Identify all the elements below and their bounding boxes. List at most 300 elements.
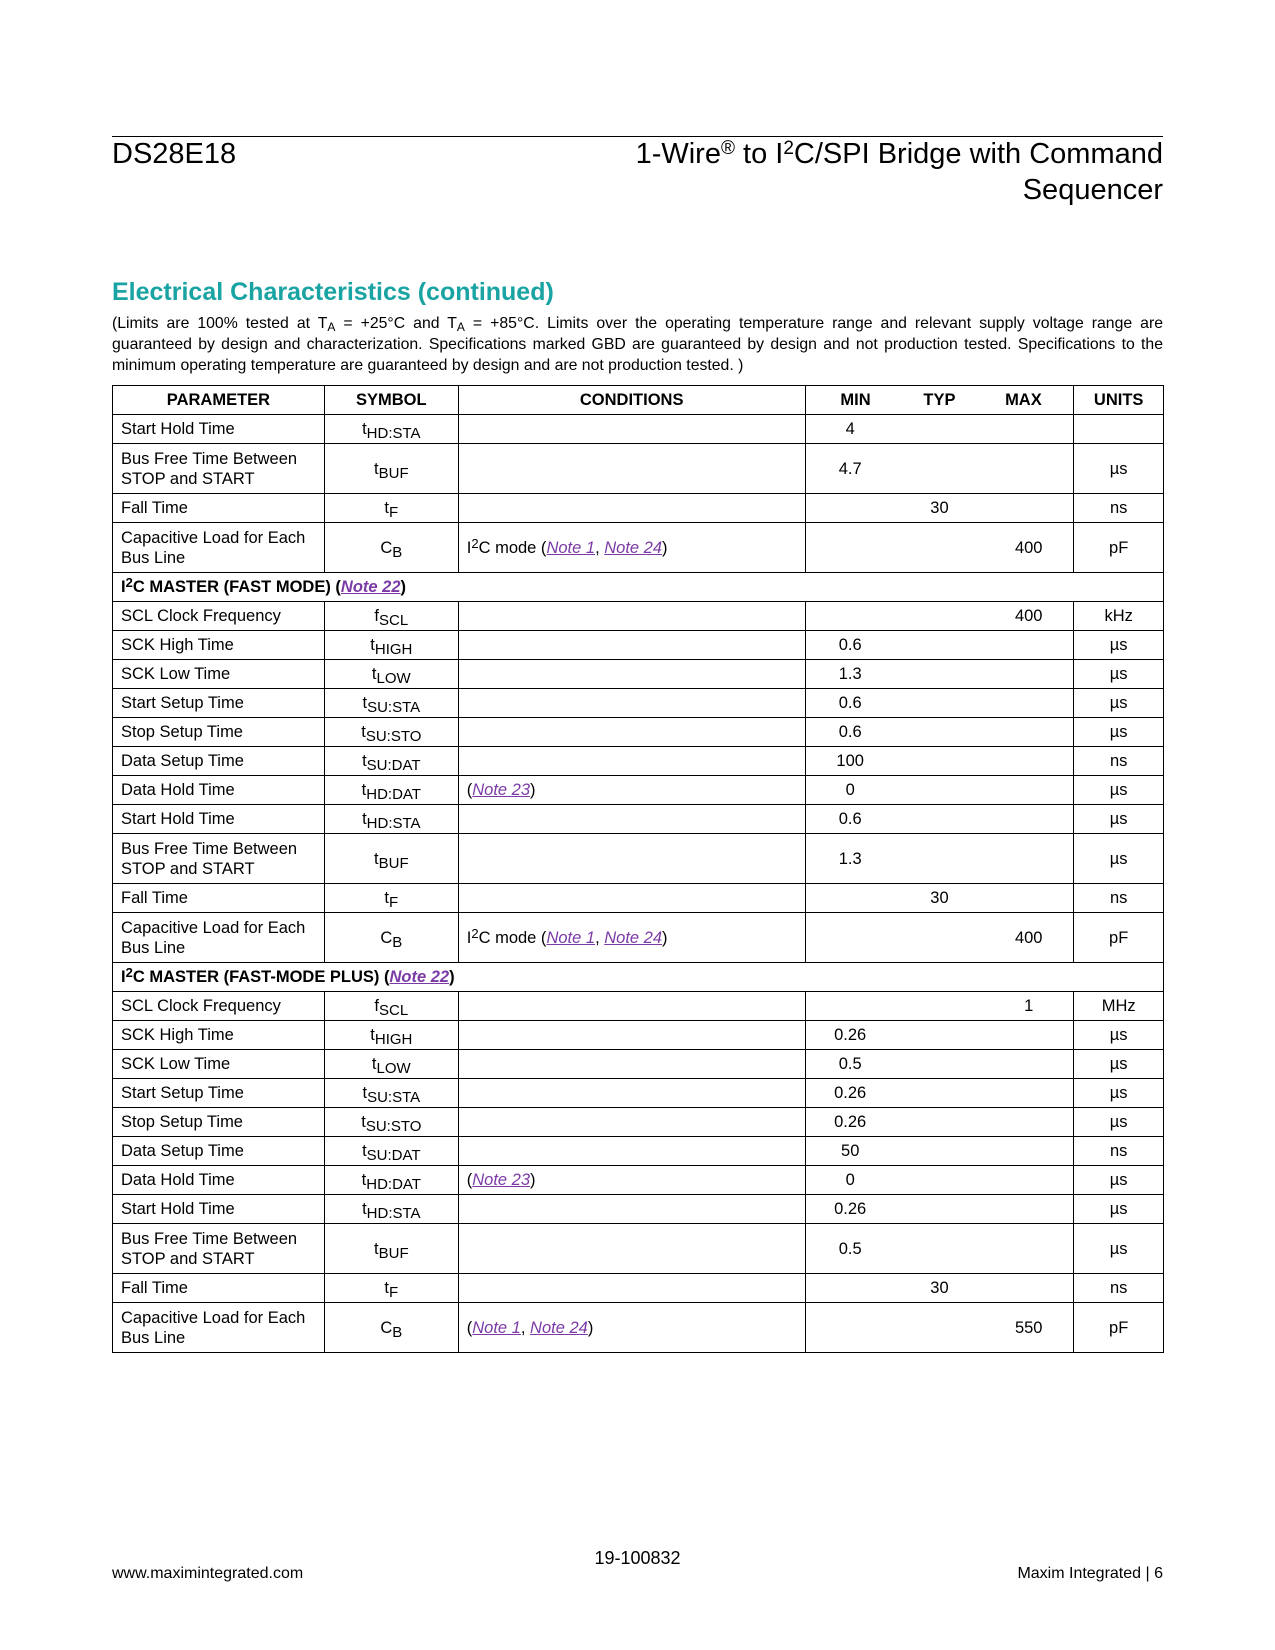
parameter-cell: Bus Free Time Between STOP and START [113,1224,325,1274]
footer-doc-number: 19-100832 [594,1548,681,1568]
condition-text: C mode ( [478,928,547,947]
typ-value [895,1170,984,1190]
i2c-superscript: 2 [125,965,133,980]
parameter-cell: Data Hold Time [113,1166,325,1195]
typ-value: 30 [930,889,949,907]
typ-value [895,928,984,948]
note-link[interactable]: Note 1 [546,928,596,947]
symbol-cell [324,834,458,884]
symbol-letter: t [384,889,390,907]
table-row [113,776,1164,805]
document-title: 1-Wire® to $I^2C$/SPI Bridge with Command Sequencer [635,138,1163,206]
max-value [984,1054,1073,1074]
units-cell: µs [1074,660,1164,689]
symbol-cell [324,913,458,963]
max-value [984,1239,1073,1259]
symbol-cell [324,992,458,1021]
min-value [806,996,895,1016]
symbol-letter: t [362,810,367,828]
max-value: 400 [1014,607,1043,625]
min-typ-max-cell [805,992,1074,1021]
min-value [806,928,895,948]
condition-text: ( [466,781,473,799]
min-value: 50 [841,1142,860,1160]
min-typ-max-cell [805,1021,1074,1050]
header-min-typ-max [805,386,1074,415]
section-label-text: C MASTER (FAST-MODE PLUS) ( [132,968,390,986]
min-typ-max-cell [805,1195,1074,1224]
max-value [984,664,1073,684]
header-typ: TYP [923,391,956,409]
min-typ-max-cell [805,913,1074,963]
section-row [113,963,1164,992]
min-typ-max-cell [805,1079,1074,1108]
min-value: 0.5 [838,1239,862,1258]
symbol-letter: t [371,1055,377,1073]
conditions-cell [458,1195,805,1224]
min-value: 4 [845,420,855,438]
limits-note: (Limits are 100% tested at $T_A = +25^\circ C$ and $T_A = +85^\circ C$. Limits over the operating temperature range and relevant supply voltage range are guaranteed by design and characterization. Specifications marked GBD are guaranteed by design and not production tested. Specifications to the minimum operating temperature are guaranteed by design and are not production tested. ) [112,315,1163,374]
symbol-subscript: B [392,543,403,561]
min-value: 100 [836,752,864,770]
conditions-cell [458,776,805,805]
min-value: 0.6 [838,694,862,712]
symbol-cell [324,689,458,718]
units-cell: µs [1074,1021,1164,1050]
conditions-cell [458,1224,805,1274]
symbol-cell [324,805,458,834]
parameter-cell: Bus Free Time Between STOP and START [113,444,325,494]
typ-value: 30 [930,1279,949,1297]
table-row [113,523,1164,573]
min-typ-max-cell [805,1050,1074,1079]
table-row [113,913,1164,963]
units-cell: µs [1074,1079,1164,1108]
min-typ-max-cell [805,1303,1074,1353]
section-label-close: ) [449,968,455,986]
table-row [113,1224,1164,1274]
condition-close: ) [530,781,536,799]
min-typ-max-cell [805,523,1074,573]
header-max: MAX [1005,391,1042,409]
min-typ-max-cell [805,1108,1074,1137]
min-value: 4.7 [838,459,862,478]
conditions-cell [458,1021,805,1050]
symbol-cell [324,1303,458,1353]
min-value: 0.26 [834,1113,867,1131]
table-row [113,718,1164,747]
note-link[interactable]: Note 1 [546,538,596,557]
max-value [984,888,1073,908]
typ-value [895,751,984,771]
header-conditions: CONDITIONS [458,386,805,415]
symbol-letter: t [362,694,368,712]
table-header-row [113,386,1164,415]
symbol-cell [324,1050,458,1079]
typ-value [895,1112,984,1132]
symbol-subscript: B [392,933,403,951]
note-link[interactable]: Note 22 [389,968,450,986]
conditions-cell [458,805,805,834]
symbol-cell [324,747,458,776]
symbol-cell [324,660,458,689]
symbol-letter: t [361,1171,367,1189]
symbol-letter: t [362,1200,367,1218]
units-cell: kHz [1074,602,1164,631]
note-link[interactable]: Note 24 [530,1318,588,1337]
max-value [984,780,1073,800]
min-typ-max-cell [805,660,1074,689]
symbol-cell [324,523,458,573]
units-cell: µs [1074,689,1164,718]
symbol-letter: C [380,1318,393,1337]
symbol-letter: f [374,607,380,625]
units-cell [1074,415,1164,444]
min-typ-max-cell [805,631,1074,660]
section-label-text: C MASTER (FAST MODE) ( [132,578,341,596]
min-value: 0 [845,781,855,799]
symbol-cell [324,444,458,494]
parameter-cell: Data Hold Time [113,776,325,805]
condition-text: C mode ( [478,538,547,557]
symbol-subscript: HD:DAT [366,786,421,803]
min-value: 0.26 [834,1084,867,1102]
min-typ-max-cell [805,884,1074,913]
condition-close: ) [662,538,668,557]
parameter-cell: Data Setup Time [113,747,325,776]
table-row [113,1166,1164,1195]
max-value [984,419,1073,439]
min-value [806,538,895,558]
typ-value [895,1141,984,1161]
parameter-cell: Start Setup Time [113,1079,325,1108]
min-typ-max-cell [805,747,1074,776]
units-cell: pF [1074,523,1164,573]
condition-close: ) [530,1171,536,1189]
min-typ-max-cell [805,805,1074,834]
symbol-subscript: SU:STO [365,1118,422,1135]
max-value [984,1112,1073,1132]
typ-value [895,419,984,439]
table-row [113,444,1164,494]
parameter-cell: SCK Low Time [113,660,325,689]
section-row [113,573,1164,602]
table-row [113,1079,1164,1108]
symbol-subscript: BUF [378,464,409,482]
i2c-letter: I [121,968,126,986]
units-cell: ns [1074,1274,1164,1303]
conditions-cell [458,1137,805,1166]
table-row [113,884,1164,913]
symbol-letter: t [370,636,375,654]
symbol-subscript: F [389,504,399,521]
symbol-cell [324,884,458,913]
min-value: 0.6 [838,810,862,828]
min-value: 0.26 [834,1026,867,1044]
max-value [984,751,1073,771]
conditions-cell [458,660,805,689]
symbol-subscript: B [392,1323,403,1341]
table-row [113,415,1164,444]
header-parameter: PARAMETER [113,386,325,415]
i2c-superscript: 2 [471,925,479,941]
conditions-cell: (Note 1, Note 24) [458,1303,805,1353]
typ-value [895,849,984,869]
i2c-superscript: 2 [125,575,133,590]
typ-value [895,693,984,713]
note-link[interactable]: Note 1 [472,1318,521,1337]
note-link[interactable]: Note 24 [604,928,663,947]
table-body [113,415,1164,1353]
min-value [806,888,895,908]
header-min: MIN [840,391,871,409]
symbol-letter: t [384,499,390,517]
symbol-cell [324,718,458,747]
units-cell: µs [1074,1108,1164,1137]
symbol-subscript: BUF [378,1244,409,1262]
min-value: 1.3 [838,665,862,683]
symbol-letter: t [361,723,366,741]
conditions-cell [458,415,805,444]
max-value [984,1278,1073,1298]
min-typ-max-cell [805,718,1074,747]
min-value: 0.6 [838,636,862,654]
units-cell: ns [1074,1137,1164,1166]
max-value [984,1025,1073,1045]
note-link[interactable]: Note 22 [340,578,401,596]
symbol-subscript: HD:STA [366,1205,421,1222]
typ-value [895,635,984,655]
max-value [984,849,1073,869]
parameter-cell: Data Setup Time [113,1137,325,1166]
units-cell: µs [1074,1224,1164,1274]
max-value [984,1199,1073,1219]
min-value: 1.3 [838,849,862,868]
parameter-cell: Start Hold Time [113,415,325,444]
typ-value [895,664,984,684]
max-value: 400 [1014,928,1043,947]
symbol-letter: t [362,420,367,438]
symbol-subscript: F [389,1284,399,1301]
min-typ-max-cell [805,444,1074,494]
table-row [113,805,1164,834]
typ-value [895,538,984,558]
symbol-subscript: HD:STA [366,815,421,832]
i2c-letter: I [466,538,472,557]
symbol-letter: t [371,665,377,683]
units-cell: µs [1074,1166,1164,1195]
parameter-cell: SCK Low Time [113,1050,325,1079]
symbol-subscript: HD:DAT [366,1176,421,1193]
parameter-cell: Bus Free Time Between STOP and START [113,834,325,884]
conditions-cell [458,631,805,660]
symbol-letter: t [362,1084,368,1102]
table-row [113,1274,1164,1303]
max-value: 550 [1014,1318,1043,1337]
conditions-cell [458,747,805,776]
table-row [113,1137,1164,1166]
parameter-cell: Capacitive Load for Each Bus Line [113,523,325,573]
min-typ-max-cell [805,1224,1074,1274]
condition-text: ( [466,1171,473,1189]
section-title: Electrical Characteristics (continued) [112,278,554,306]
footer-website[interactable]: www.maximintegrated.com [112,1565,304,1582]
symbol-letter: t [374,1239,379,1258]
parameter-cell: Fall Time [113,494,325,523]
conditions-cell [458,1166,805,1195]
units-cell: µs [1074,1195,1164,1224]
conditions-cell [458,1108,805,1137]
symbol-cell [324,1021,458,1050]
typ-value [895,809,984,829]
parameter-cell: SCL Clock Frequency [113,992,325,1021]
symbol-subscript: SU:DAT [366,1147,421,1164]
max-value: 400 [1014,538,1043,557]
units-cell: ns [1074,747,1164,776]
table-row [113,992,1164,1021]
min-value: 0.26 [834,1200,867,1218]
note-link[interactable]: Note 23 [472,781,531,799]
note-link[interactable]: Note 24 [604,538,663,557]
parameter-cell: SCL Clock Frequency [113,602,325,631]
parameter-cell: Stop Setup Time [113,718,325,747]
parameter-cell: Start Hold Time [113,805,325,834]
table-row [113,631,1164,660]
symbol-letter: t [374,459,379,478]
typ-value [895,606,984,626]
conditions-cell: $I^2C$ mode (Note 1, Note 24) [458,913,805,963]
symbol-subscript: F [389,894,399,911]
table-row [113,834,1164,884]
note-link[interactable]: Note 23 [472,1171,531,1189]
units-cell: µs [1074,631,1164,660]
symbol-letter: f [374,997,380,1015]
conditions-cell [458,884,805,913]
table-row [113,689,1164,718]
symbol-cell [324,494,458,523]
conditions-cell: $I^2C$ mode (Note 1, Note 24) [458,523,805,573]
header-units: UNITS [1074,386,1164,415]
units-cell: MHz [1074,992,1164,1021]
min-typ-max-cell [805,602,1074,631]
symbol-subscript: SCL [379,1002,409,1019]
section-label [113,573,1164,602]
condition-close: ) [587,1318,594,1337]
condition-close: ) [662,928,668,947]
conditions-cell [458,718,805,747]
units-cell: ns [1074,494,1164,523]
min-value [806,606,895,626]
typ-value [895,1054,984,1074]
parameter-cell: Stop Setup Time [113,1108,325,1137]
symbol-subscript: BUF [378,854,409,872]
parameter-cell: Fall Time [113,1274,325,1303]
parameter-cell: Fall Time [113,884,325,913]
max-value [984,459,1073,479]
parameter-cell: SCK High Time [113,1021,325,1050]
max-value [984,498,1073,518]
units-cell: µs [1074,805,1164,834]
parameter-cell: Capacitive Load for Each Bus Line [113,913,325,963]
symbol-cell [324,602,458,631]
min-value: 0 [845,1171,855,1189]
symbol-subscript: LOW [376,670,411,687]
symbol-subscript: HIGH [374,641,413,658]
typ-value [895,1239,984,1259]
symbol-letter: t [370,1026,375,1044]
parameter-cell: Start Setup Time [113,689,325,718]
max-value [984,693,1073,713]
typ-value: 30 [930,499,949,517]
part-number: DS28E18 [112,138,237,170]
min-typ-max-cell [805,776,1074,805]
table-row [113,1108,1164,1137]
symbol-letter: C [380,928,393,947]
conditions-cell [458,602,805,631]
conditions-cell [458,992,805,1021]
symbol-letter: t [361,1113,366,1131]
footer-company-page: Maxim Integrated | 6 [1017,1565,1163,1582]
symbol-letter: t [361,781,367,799]
typ-value [895,459,984,479]
condition-text: ( [466,1318,473,1337]
parameter-cell: SCK High Time [113,631,325,660]
symbol-subscript: LOW [376,1060,411,1077]
typ-value [895,722,984,742]
parameter-cell: Capacitive Load for Each Bus Line [113,1303,325,1353]
symbol-cell [324,1166,458,1195]
symbol-cell [324,1137,458,1166]
typ-value [895,1083,984,1103]
symbol-subscript: HIGH [374,1031,413,1048]
section-label-close: ) [400,578,407,596]
min-typ-max-cell [805,689,1074,718]
header-symbol: SYMBOL [324,386,458,415]
typ-value [895,780,984,800]
parameter-cell: Start Hold Time [113,1195,325,1224]
min-value [806,498,895,518]
table-row [113,1303,1164,1353]
electrical-characteristics-table [112,385,1164,1353]
conditions-cell [458,1079,805,1108]
i2c-letter: I [121,578,126,596]
min-value [806,1318,895,1338]
conditions-cell [458,689,805,718]
i2c-superscript: 2 [471,535,479,551]
typ-value [895,1199,984,1219]
symbol-subscript: SU:STO [365,728,422,745]
symbol-subscript: SCL [379,612,409,629]
table-row [113,660,1164,689]
min-typ-max-cell [805,1274,1074,1303]
symbol-subscript: SU:DAT [366,757,421,774]
typ-value [895,996,984,1016]
min-typ-max-cell [805,834,1074,884]
max-value [984,635,1073,655]
symbol-letter: t [362,752,367,770]
units-cell: pF [1074,913,1164,963]
table-row [113,1050,1164,1079]
table-row [113,1195,1164,1224]
typ-value [895,1318,984,1338]
conditions-cell [458,834,805,884]
min-value: 0.5 [838,1055,862,1073]
symbol-cell [324,1224,458,1274]
symbol-letter: C [380,538,393,557]
units-cell: ns [1074,884,1164,913]
typ-value [895,1025,984,1045]
table-row [113,747,1164,776]
